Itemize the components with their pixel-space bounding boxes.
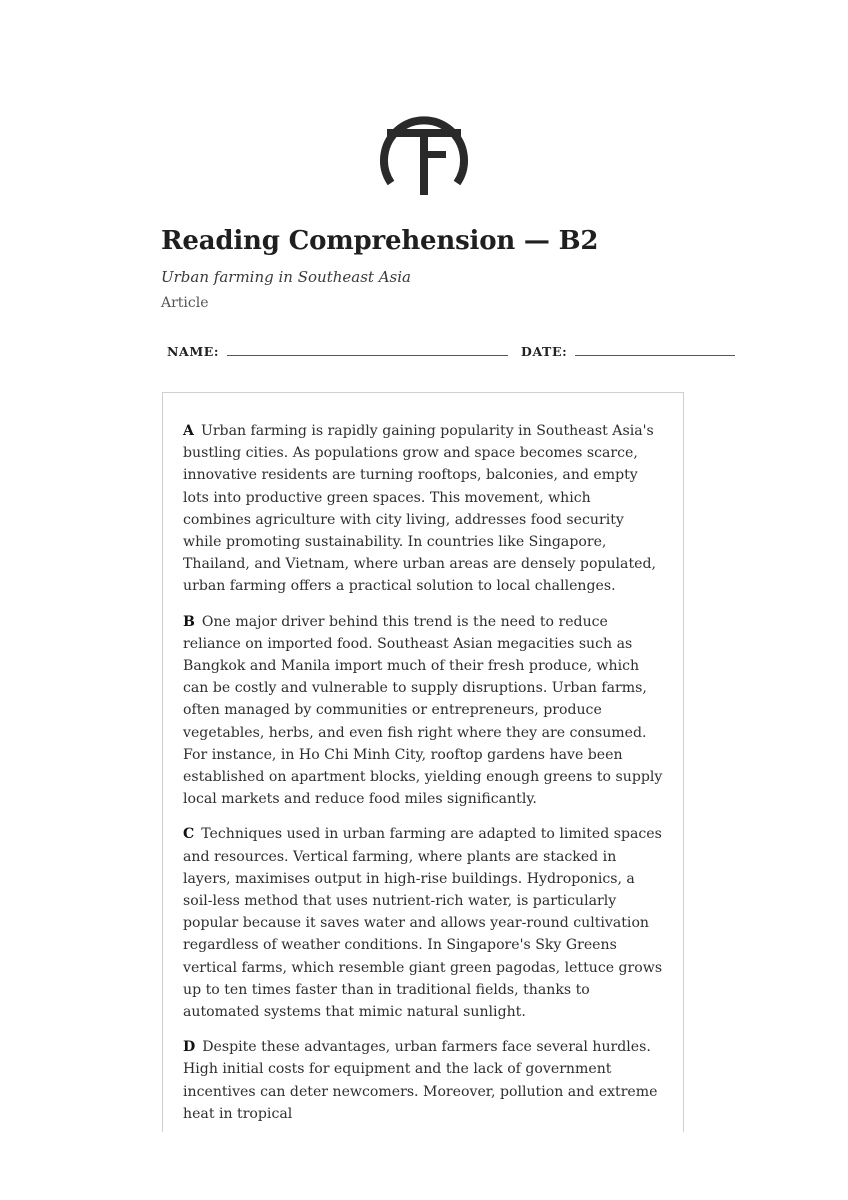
paragraph-text: Urban farming is rapidly gaining popularity in Southeast Asia's bustling cities. As populations grow and space becomes scarce, innovative residents are turning rooftops, balconies, and empty lots into productive green spaces. This movement, which combines agriculture with city living, addresses food security while promoting sustainability. In countries like Singapore, Thailand, and Vietnam, where urban areas are densely populated, urban farming offers a practical solution to local challenges.	[183, 423, 656, 595]
name-label: NAME:	[167, 344, 220, 359]
tf-monogram-icon	[377, 105, 471, 199]
paragraph-letter: B	[183, 613, 195, 630]
paragraph-text: Techniques used in urban farming are adapted to limited spaces and resources. Vertical farming, where plants are stacked in layers, maximises output in high-rise buildings. Hydroponics, a soil-less method that uses nutrient-rich water, is particularly popular because it saves water and allows year-round cultivation regardless of weather conditions. In Singapore's Sky Greens vertical farms, which resemble giant green pagodas, lettuce grows up to ten times faster than in traditional fields, thanks to automated systems that mimic natural sunlight.	[183, 826, 663, 1021]
page-title: Reading Comprehension — B2	[161, 226, 599, 256]
paragraph-c	[183, 823, 663, 1023]
paragraph-letter: D	[183, 1039, 196, 1056]
paragraph-text: Despite these advantages, urban farmers face several hurdles. High initial costs for equipment and the lack of government incentives can deter newcomers. Moreover, pollution and extreme heat in tropical	[183, 1039, 658, 1122]
name-field[interactable]	[227, 355, 508, 356]
date-field[interactable]	[575, 355, 735, 356]
article-box	[162, 392, 684, 1132]
paragraph-letter: A	[183, 423, 194, 439]
paragraph-b	[183, 611, 663, 811]
page-subtitle: Urban farming in Southeast Asia	[161, 268, 411, 286]
paragraph-a	[183, 420, 663, 598]
paragraph-text: One major driver behind this trend is the need to reduce reliance on imported food. Southeast Asian megacities such as Bangkok and Manila import much of their fresh produce, which can be costly and vulnerable to supply disruptions. Urban farms, often managed by communities or entrepreneurs, produce vegetables, herbs, and even fish right where they are consumed. For instance, in Ho Chi Minh City, rooftop gardens have been established on apartment blocks, yielding enough greens to supply local markets and reduce food miles significantly.	[183, 613, 663, 808]
paragraph-letter: C	[183, 826, 195, 843]
document-type: Article	[161, 295, 209, 311]
paragraph-d	[183, 1036, 663, 1125]
date-label: DATE:	[521, 344, 568, 359]
